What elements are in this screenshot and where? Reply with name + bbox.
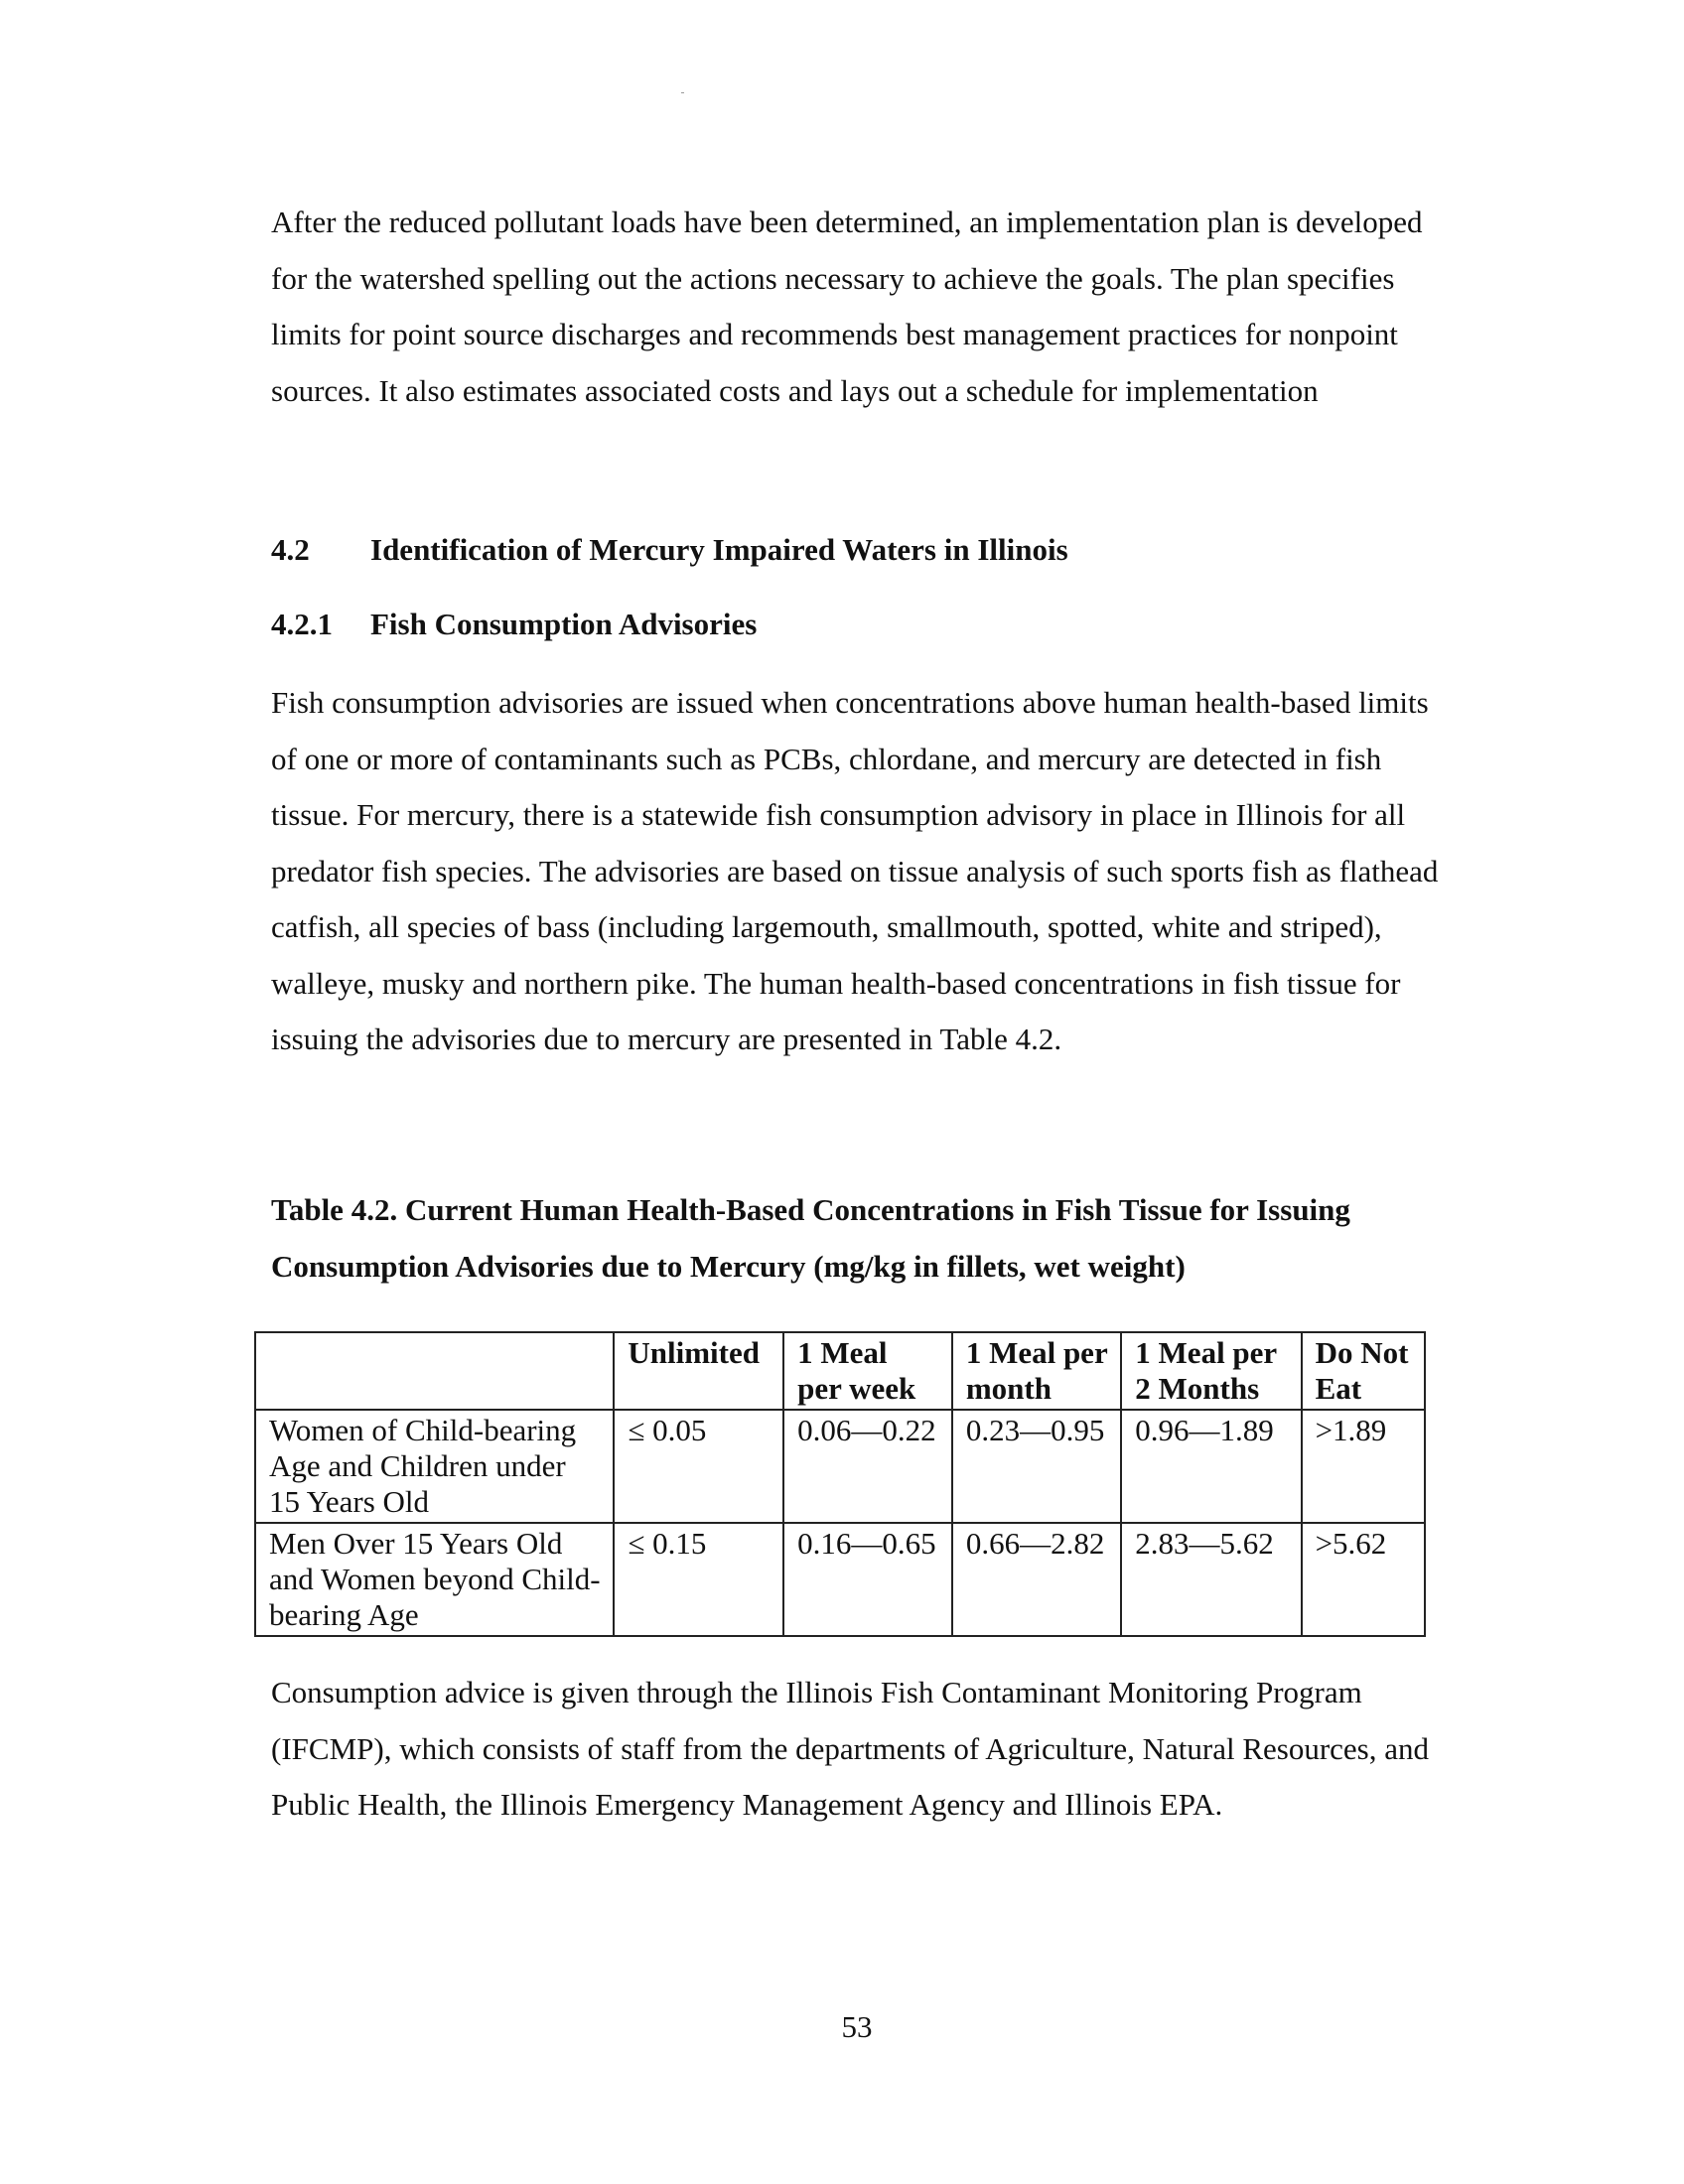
table-header-cell: 1 Meal per month (952, 1332, 1121, 1410)
table-cell: 0.66—2.82 (952, 1523, 1121, 1636)
table-cell: ≤ 0.05 (614, 1410, 783, 1523)
scan-speck (681, 92, 684, 93)
table-cell: ≤ 0.15 (614, 1523, 783, 1636)
table-header-cell: 1 Meal per week (783, 1332, 952, 1410)
table-cell: >1.89 (1302, 1410, 1425, 1523)
table-cell: Men Over 15 Years Old and Women beyond Child-bearing Age (255, 1523, 614, 1636)
table-header-cell: 1 Meal per 2 Months (1121, 1332, 1301, 1410)
intro-paragraph: After the reduced pollutant loads have been determined, an implementation plan is developed for the watershed spelling out the actions necessary to achieve the goals. The plan specifies limits for point source discharges and recommends best management practices for nonpoint sources. It also estimates associated costs and lays out a schedule for implementation (271, 205, 1423, 408)
table-header-cell (255, 1332, 614, 1410)
table-cell: 0.16—0.65 (783, 1523, 952, 1636)
subsection-number: 4.2.1 (271, 607, 333, 641)
table-header-cell: Unlimited (614, 1332, 783, 1410)
table-header-row (255, 1332, 1425, 1410)
page-number: 53 (841, 2009, 873, 2044)
table-row (255, 1523, 1425, 1636)
advisory-table (254, 1331, 1426, 1637)
ifcmp-paragraph: Consumption advice is given through the Illinois Fish Contaminant Monitoring Program (IFCMP), which consists of staff from the departments of Agriculture, Natural Resources, and Public Health, the Illinois Emergency Management Agency and Illinois EPA. (271, 1675, 1429, 1822)
section-number: 4.2 (271, 532, 310, 567)
section-title: Identification of Mercury Impaired Waters in Illinois (370, 532, 1068, 567)
table-cell: >5.62 (1302, 1523, 1425, 1636)
table-cell: 0.96—1.89 (1121, 1410, 1301, 1523)
table-header-cell: Do Not Eat (1302, 1332, 1425, 1410)
table-cell: 0.23—0.95 (952, 1410, 1121, 1523)
table-row (255, 1410, 1425, 1523)
table-cell: 0.06—0.22 (783, 1410, 952, 1523)
table-caption: Table 4.2. Current Human Health-Based Concentrations in Fish Tissue for Issuing Consumption Advisories due to Mercury (mg/kg in fillets, wet weight) (271, 1192, 1350, 1284)
subsection-heading (271, 607, 757, 642)
advisories-paragraph: Fish consumption advisories are issued when concentrations above human health-based limits of one or more of contaminants such as PCBs, chlordane, and mercury are detected in fish tissue. For mercury, there is a statewide fish consumption advisory in place in Illinois for all predator fish species. The advisories are based on tissue analysis of such sports fish as flathead catfish, all species of bass (including largemouth, smallmouth, spotted, white and striped), walleye, musky and northern pike. The human health-based concentrations in fish tissue for issuing the advisories due to mercury are presented in Table 4.2. (271, 685, 1439, 1056)
section-heading (271, 532, 1068, 568)
subsection-title: Fish Consumption Advisories (370, 607, 758, 641)
table-cell: Women of Child-bearing Age and Children under 15 Years Old (255, 1410, 614, 1523)
table-cell: 2.83—5.62 (1121, 1523, 1301, 1636)
